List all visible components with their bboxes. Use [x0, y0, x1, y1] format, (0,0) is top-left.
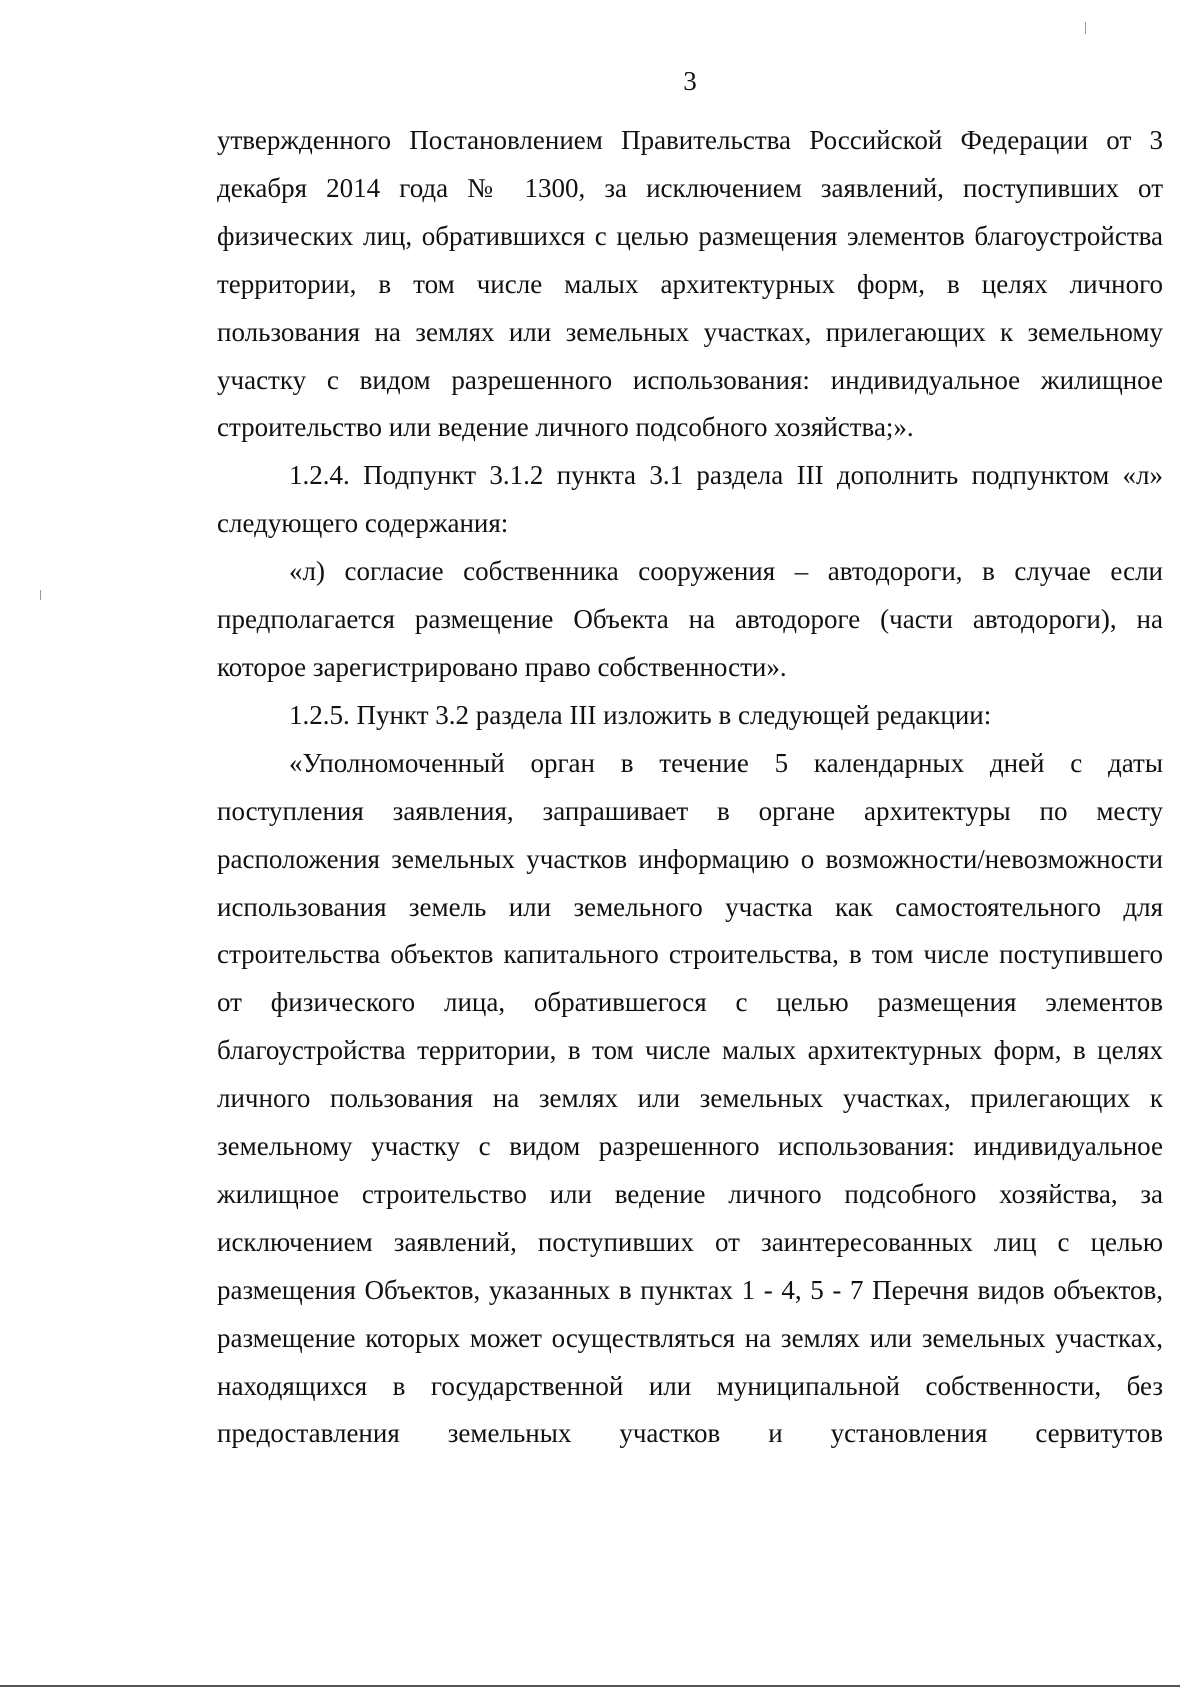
document-body: [217, 117, 1163, 1458]
paragraph-subitem-l: «л) согласие собственника сооружения – автодороги, в случае если предполагается размещение Объекта на автодороге (части автодороги), на которое зарегистрировано право собственности».: [217, 556, 1163, 682]
page-bottom-rule: [0, 1685, 1180, 1687]
scan-edge-mark-top: [1085, 22, 1086, 34]
paragraph-point-3-2-text: «Уполномоченный орган в течение 5 календарных дней с даты поступления заявления, запрашивает в органе архитектуры по месту расположения земельных участков информацию о возможности/невозможности использования земель или земельного участка как самостоятельного для строительства объектов капитального строительства, в том числе поступившего от физического лица, обратившегося с целью размещения элементов благоустройства территории, в том числе малых архитектурных форм, в целях личного пользования на землях или земельных участках, прилегающих к земельному участку с видом разрешенного использования: индивидуальное жилищное строительство или ведение личного подсобного хозяйства, за исключением заявлений, поступивших от заинтересованных лиц с целью размещения Объектов, указанных в пунктах 1 - 4, 5 - 7 Перечня видов объектов, размещение которых может осуществляться на землях или земельных участках, находящихся в государственной или муниципальной собственности, без предоставления земельных участков и установления сервитутов: [217, 747, 1163, 1449]
page-number: 3: [683, 66, 697, 96]
paragraph-continuation: утвержденного Постановлением Правительства Российской Федерации от 3 декабря 2014 года № 1300, за исключением заявлений, поступивших от физических лиц, обратившихся с целью размещения элементов благоустройства территории, в том числе малых архитектурных форм, в целях личного пользования на землях или земельных участках, прилегающих к земельному участку с видом разрешенного использования: индивидуальное жилищное строительство или ведение личного подсобного хозяйства;».: [217, 125, 1163, 443]
scan-edge-mark-left: [40, 590, 41, 600]
paragraph-1-2-5: 1.2.5. Пункт 3.2 раздела III изложить в следующей редакции:: [289, 699, 992, 730]
paragraph-1-2-4: 1.2.4. Подпункт 3.1.2 пункта 3.1 раздела III дополнить подпунктом «л» следующего содержания:: [217, 460, 1163, 539]
